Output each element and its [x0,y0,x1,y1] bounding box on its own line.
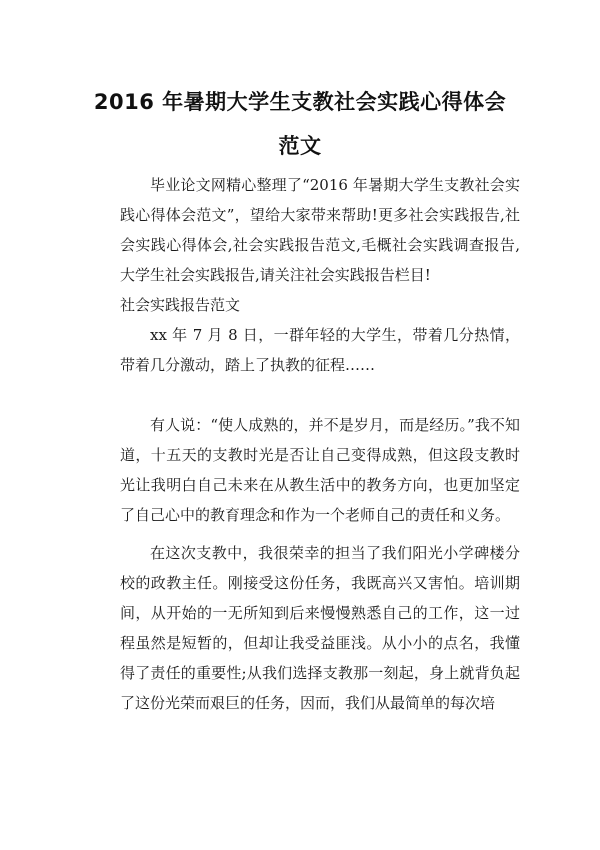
document-title-line-1: 2016 年暑期大学生支教社会实践心得体会 [93,90,507,114]
document-title-line-2: 范文 [278,134,322,158]
paragraph-intro: 毕业论文网精心整理了“2016 年暑期大学生支教社会实践心得体会范文”，望给大家带来帮助!更多社会实践报告,社会实践心得体会,社会实践报告范文,毛概社会实践调查报告,大学生社会实践报告,请关注社会实践报告栏目! [120,176,520,284]
paragraph-spacer [120,380,520,410]
paragraph-role: 在这次支教中，我很荣幸的担当了我们阳光小学碑楼分校的政教主任。刚接受这份任务，我既高兴又害怕。培训期间，从开始的一无所知到后来慢慢熟悉自己的工作，这一过程虽然是短暂的，但却让我受益匪浅。从小小的点名，我懂得了责任的重要性;从我们选择支教那一刻起，身上就背负起了这份光荣而艰巨的任务，因而，我们从最简单的每次培 [120,544,520,712]
paragraph-reflection: 有人说：“使人成熟的，并不是岁月，而是经历。”我不知道，十五天的支教时光是否让自己变得成熟，但这段支教时光让我明白自己未来在从教生活中的教务方向，也更加坚定了自己心中的教育理念和作为一个老师自己的责任和义务。 [120,416,520,524]
document-body [120,170,520,718]
paragraph-category-label: 社会实践报告范文 [120,296,241,314]
paragraph-date-opening: xx 年 7 月 8 日，一群年轻的大学生，带着几分热情，带着几分激动，踏上了执教的征程…… [120,326,520,374]
